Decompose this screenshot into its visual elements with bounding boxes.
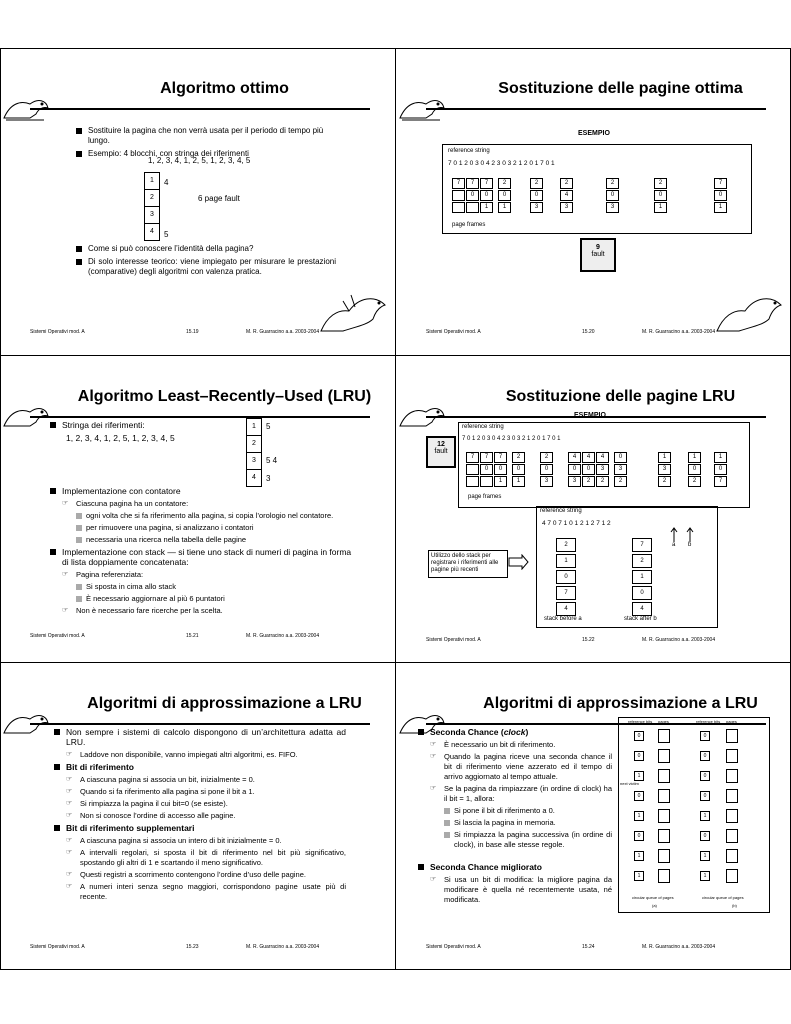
reference-string: 7 0 1 2 0 3 0 4 2 3 0 3 2 1 2 0 1 7 0 1	[462, 436, 561, 442]
frame-cell: 3	[606, 202, 619, 213]
slide-title: Sostituzione delle pagine LRU	[505, 388, 736, 405]
frame-cell: 3	[540, 476, 553, 487]
dinosaur-logo-icon	[396, 382, 448, 442]
reference-bit: 0	[700, 751, 710, 761]
frame-cell: 7	[714, 178, 727, 189]
frame-cell: 2	[606, 178, 619, 189]
title-underline	[30, 108, 370, 110]
stack-cell: 1	[632, 570, 652, 584]
page-box	[726, 729, 738, 743]
frame-cell: 4	[582, 452, 595, 463]
frame-cell: 0	[582, 464, 595, 475]
frame-cell: 1	[714, 202, 727, 213]
stack-after-label: stack after b	[624, 616, 657, 622]
page-box	[726, 849, 738, 863]
reference-bit: 1	[634, 811, 644, 821]
frame-cell: 2	[614, 476, 627, 487]
title-underline	[426, 108, 766, 110]
slide-15-22	[396, 356, 791, 663]
reference-bit: 0	[700, 731, 710, 741]
frame-cell: 7	[480, 452, 493, 463]
marker-a: a	[672, 542, 676, 548]
bullet: Bit di riferimento	[52, 762, 346, 772]
frame-cell: 0	[688, 464, 701, 475]
page-box	[726, 749, 738, 763]
reference-bit: 0	[634, 731, 644, 741]
page-frames-label: page frames	[468, 494, 502, 500]
sub-sub-bullet: per rimuovere una pagina, si analizzano i contatori	[76, 523, 360, 533]
frame-cell: 0	[530, 190, 543, 201]
example-heading: ESEMPIO	[574, 412, 606, 419]
stack-note: Utilizzo dello stack per registrare i riferimenti alle pagine più recenti	[428, 550, 508, 578]
fault-word: fault	[591, 251, 605, 258]
page-box	[726, 869, 738, 883]
slide-body	[52, 727, 346, 904]
frame-cell: 7	[466, 178, 479, 189]
footer-author: M. R. Guarracino a.a. 2003-2004	[246, 944, 320, 950]
bullet: Esempio: 4 blocchi, con stringa dei riferimenti	[74, 149, 336, 159]
frame-cell: 3	[144, 206, 160, 224]
bullet-italic: clock	[503, 727, 526, 737]
frame-cell: 0	[494, 464, 507, 475]
frame-cell: 2	[246, 435, 262, 453]
sub-sub-bullet: È necessario aggiornare al più 6 puntatori	[76, 594, 360, 604]
footer-course: Sistemi Operativi mod. A	[426, 944, 481, 950]
replacement-value: 5	[164, 230, 169, 239]
frame-cell: 0	[480, 464, 493, 475]
reference-bit: 1	[700, 851, 710, 861]
slide-title: Algoritmo ottimo	[160, 80, 289, 97]
frame-cell: 1	[512, 476, 525, 487]
sub-bullet: ☞ Laddove non disponibile, vanno impiegati altri algoritmi, es. FIFO.	[66, 750, 346, 760]
slide-title: Algoritmo Least–Recently–Used (LRU)	[77, 388, 372, 405]
frame-cell: 0	[568, 464, 581, 475]
frame-cell: 4	[596, 452, 609, 463]
bullet: Di solo interesse teorico: viene impiegato per misurare le prestazioni (comparative) degli algoritmi con valenza pratica.	[74, 257, 336, 277]
frame-cell: 4	[568, 452, 581, 463]
page-box	[658, 829, 670, 843]
frame-cell: 1	[144, 172, 160, 190]
slide-title: Sostituzione delle pagine ottima	[498, 80, 743, 97]
figure-part-b: (b)	[732, 903, 737, 908]
reference-string: 1, 2, 3, 4, 1, 2, 5, 1, 2, 3, 4, 5	[148, 156, 251, 165]
sub-bullet: ☞ Quando si fa riferimento alla pagina si pone il bit a 1.	[66, 787, 346, 797]
fault-count-box	[426, 436, 456, 468]
sub-bullet: ☞ A intervalli regolari, si sposta il bit di riferimento nel bit più significativo, spostando gli altri di 1 e scartando il meno significativo.	[66, 848, 346, 868]
dinosaur-logo-icon	[0, 382, 52, 442]
page-box	[658, 729, 670, 743]
frame-cell: 2	[512, 452, 525, 463]
slide-body	[74, 244, 336, 280]
figure-label: reference bits	[696, 719, 721, 724]
bullet: Come si può conoscere l’identità della pagina?	[74, 244, 336, 254]
stack-cell: 2	[556, 538, 576, 552]
dinosaur-illustration-icon	[715, 287, 785, 335]
stack-cell: 7	[556, 586, 576, 600]
fault-number: 12	[437, 441, 445, 448]
marker-b: b	[688, 542, 692, 548]
reference-bit: 1	[700, 871, 710, 881]
stack-cell: 2	[632, 554, 652, 568]
footer-course: Sistemi Operativi mod. A	[30, 944, 85, 950]
page-box	[658, 789, 670, 803]
stack-cell: 4	[632, 602, 652, 616]
reference-bit: 1	[700, 811, 710, 821]
frame-cell: 0	[512, 464, 525, 475]
frame-cell: 0	[714, 190, 727, 201]
dinosaur-logo-icon	[0, 74, 52, 134]
frame-cell: 2	[560, 178, 573, 189]
replacement-value: 3	[266, 474, 271, 483]
title-underline	[30, 723, 370, 725]
slide-15-23	[0, 663, 395, 970]
slide-15-24	[396, 663, 791, 970]
footer-course: Sistemi Operativi mod. A	[30, 633, 85, 639]
sub-bullet: ☞ Si rimpiazza la pagina il cui bit=0 (se esiste).	[66, 799, 346, 809]
frame-cell: 7	[494, 452, 507, 463]
reference-bit: 0	[700, 831, 710, 841]
frame-cell: 7	[714, 476, 727, 487]
frame-cell	[480, 476, 493, 487]
footer-author: M. R. Guarracino a.a. 2003-2004	[642, 329, 716, 335]
frame-cell: 0	[606, 190, 619, 201]
sub-bullet: ☞ Si usa un bit di modifica: la migliore pagina da modificare è quella né recentemente usata, né modificata.	[430, 875, 612, 905]
frame-cell: 3	[596, 464, 609, 475]
frame-cell: 7	[452, 178, 465, 189]
frame-cell: 1	[658, 452, 671, 463]
frame-cell: 1	[480, 202, 493, 213]
slide-body	[48, 486, 360, 618]
frame-cell: 1	[246, 418, 262, 436]
slide-title: Algoritmi di approssimazione a LRU	[87, 695, 362, 712]
slide-15-21	[0, 356, 395, 663]
stack-cell: 0	[556, 570, 576, 584]
footer-author: M. R. Guarracino a.a. 2003-2004	[246, 633, 320, 639]
frame-cell: 7	[480, 178, 493, 189]
frame-cell: 3	[530, 202, 543, 213]
arrow-up-icon	[668, 526, 698, 544]
sub-sub-bullet: Si rimpiazza la pagina successiva (in ordine di clock), in base alle stesse regole.	[444, 830, 612, 850]
fault-number: 9	[596, 244, 600, 251]
sub-bullet: ☞ A numeri interi senza segno maggiori, corrispondono pagine usate più di recente.	[66, 882, 346, 902]
frame-cell: 7	[466, 452, 479, 463]
bullet-text: Seconda Chance (	[430, 727, 504, 737]
frame-cell: 3	[568, 476, 581, 487]
sub-bullet: ☞ Pagina referenziata:	[62, 570, 360, 580]
stack-cell: 7	[632, 538, 652, 552]
figure-label: reference bits	[628, 719, 653, 724]
figure-part-a: (a)	[652, 903, 657, 908]
frame-cell: 2	[530, 178, 543, 189]
frame-cell: 2	[596, 476, 609, 487]
sub-bullet: ☞ Questi registri a scorrimento contengono l’ordine d’uso delle pagine.	[66, 870, 346, 880]
frame-cell: 1	[688, 452, 701, 463]
page-frames-label: page frames	[452, 222, 486, 228]
footer-page-number: 15.19	[186, 329, 199, 335]
stack-cell: 4	[556, 602, 576, 616]
replacement-value: 5	[266, 422, 271, 431]
page-box	[658, 749, 670, 763]
reference-string: 4 7 0 7 1 0 1 2 1 2 7 1 2	[542, 520, 611, 527]
sub-sub-bullet: Si lascia la pagina in memoria.	[444, 818, 612, 828]
footer-course: Sistemi Operativi mod. A	[426, 329, 481, 335]
fault-word: fault	[434, 448, 448, 455]
reference-string: 1, 2, 3, 4, 1, 2, 5, 1, 2, 3, 4, 5	[66, 433, 175, 443]
sub-bullet: ☞ Se la pagina da rimpiazzare (in ordine di clock) ha il bit = 1, allora:	[430, 784, 612, 804]
stack-cell: 0	[632, 586, 652, 600]
footer-page-number: 15.20	[582, 329, 595, 335]
reference-string-label: reference string	[540, 508, 582, 514]
example-box	[442, 144, 752, 234]
footer-course: Sistemi Operativi mod. A	[30, 329, 85, 335]
frame-cell: 2	[658, 476, 671, 487]
frame-cell: 2	[654, 178, 667, 189]
footer-page-number: 15.21	[186, 633, 199, 639]
sub-sub-bullet: Si sposta in cima allo stack	[76, 582, 360, 592]
frame-cell: 0	[614, 452, 627, 463]
footer-page-number: 15.22	[582, 637, 595, 643]
reference-bit: 0	[700, 791, 710, 801]
frame-cell: 2	[540, 452, 553, 463]
frame-cell: 0	[498, 190, 511, 201]
reference-string-label: reference string	[448, 148, 490, 154]
figure-label: pages	[726, 719, 737, 724]
page-box	[726, 769, 738, 783]
figure-label: pages	[658, 719, 669, 724]
reference-bit: 0	[700, 771, 710, 781]
sub-sub-bullet: ogni volta che si fa riferimento alla pagina, si copia l’orologio nel contatore.	[76, 511, 360, 521]
frame-cell: 2	[498, 178, 511, 189]
reference-bit: 0	[634, 831, 644, 841]
page-fault-count: 6 page fault	[198, 194, 240, 203]
reference-string-label: reference string	[462, 424, 504, 430]
frame-cell: 0	[714, 464, 727, 475]
slide-body	[416, 727, 612, 907]
frame-cell: 4	[560, 190, 573, 201]
reference-bit: 1	[634, 871, 644, 881]
frame-cell: 0	[480, 190, 493, 201]
frame-cell: 3	[658, 464, 671, 475]
frame-cell: 1	[498, 202, 511, 213]
sub-bullet: ☞ A ciascuna pagina si associa un intero di bit inizialmente = 0.	[66, 836, 346, 846]
arrow-right-icon	[508, 554, 530, 570]
sub-bullet: ☞ Non si conosce l’ordine di accesso alle pagine.	[66, 811, 346, 821]
sub-sub-bullet: necessaria una ricerca nella tabella delle pagine	[76, 535, 360, 545]
frame-cell	[466, 476, 479, 487]
stack-before-label: stack before a	[544, 616, 582, 622]
frame-cell: 3	[560, 202, 573, 213]
frame-cell: 1	[714, 452, 727, 463]
frame-cell: 3	[614, 464, 627, 475]
bullet	[416, 727, 612, 737]
dinosaur-illustration-icon	[319, 287, 389, 335]
next-victim-label: next victim	[620, 781, 639, 786]
frame-cell	[452, 202, 465, 213]
slide-title: Algoritmi di approssimazione a LRU	[483, 695, 758, 712]
frame-cell: 2	[582, 476, 595, 487]
bullet: Bit di riferimento supplementari	[52, 823, 346, 833]
slide-15-20	[396, 48, 791, 355]
footer-author: M. R. Guarracino a.a. 2003-2004	[246, 329, 320, 335]
stack-cell: 1	[556, 554, 576, 568]
sub-bullet: ☞ È necessario un bit di riferimento.	[430, 740, 612, 750]
slide-body	[48, 420, 238, 443]
bullet: Seconda Chance migliorato	[416, 862, 612, 872]
bullet: Implementazione con contatore	[48, 486, 360, 496]
frame-cell: 0	[540, 464, 553, 475]
page-box	[726, 829, 738, 843]
footer-author: M. R. Guarracino a.a. 2003-2004	[642, 944, 716, 950]
frame-cell: 1	[654, 202, 667, 213]
reference-bit: 1	[634, 851, 644, 861]
frame-cell: 0	[654, 190, 667, 201]
frame-cell: 3	[246, 452, 262, 470]
frame-cell	[466, 202, 479, 213]
sub-bullet: ☞ Ciascuna pagina ha un contatore:	[62, 499, 360, 509]
slide-15-19	[0, 48, 395, 355]
frame-cell: 1	[494, 476, 507, 487]
bullet-text: )	[525, 727, 529, 737]
footer-page-number: 15.23	[186, 944, 199, 950]
frame-cell: 2	[688, 476, 701, 487]
frame-cell: 0	[466, 190, 479, 201]
bullet: Implementazione con stack — si tiene uno stack di numeri di pagina in forma di lista doppiamente concatenata:	[48, 547, 360, 567]
sub-bullet: ☞ Non è necessario fare ricerche per la scelta.	[62, 606, 360, 616]
reference-bit: 0	[634, 791, 644, 801]
replacement-value: 4	[164, 178, 169, 187]
fault-count-box	[580, 238, 616, 272]
frame-cell: 4	[246, 469, 262, 487]
footer-author: M. R. Guarracino a.a. 2003-2004	[642, 637, 716, 643]
page-box	[658, 809, 670, 823]
reference-bit: 0	[634, 751, 644, 761]
title-underline	[30, 416, 370, 418]
footer-page-number: 15.24	[582, 944, 595, 950]
page-box	[658, 849, 670, 863]
frame-cell: 4	[144, 223, 160, 241]
bullet: Sostituire la pagina che non verrà usata per il periodo di tempo più lungo.	[74, 126, 336, 146]
frame-cell	[452, 190, 465, 201]
sub-sub-bullet: Si pone il bit di riferimento a 0.	[444, 806, 612, 816]
reference-bit: 1	[634, 771, 644, 781]
dinosaur-logo-icon	[396, 74, 448, 134]
frame-cell: 2	[144, 189, 160, 207]
bullet: Stringa dei riferimenti:	[48, 420, 238, 430]
figure-caption: circular queue of pages	[702, 895, 744, 900]
page-box	[658, 769, 670, 783]
frame-cell	[466, 464, 479, 475]
page-box	[726, 789, 738, 803]
page-box	[658, 869, 670, 883]
reference-string: 7 0 1 2 0 3 0 4 2 3 0 3 2 1 2 0 1 7 0 1	[448, 160, 555, 167]
sub-bullet: ☞ Quando la pagina riceve una seconda chance il bit di riferimento viene azzerato ed il tempo di arrivo aggiornato al tempo attuale.	[430, 752, 612, 782]
replacement-value: 5 4	[266, 456, 278, 465]
dinosaur-logo-icon	[0, 689, 52, 749]
page-box	[726, 809, 738, 823]
sub-bullet: ☞ A ciascuna pagina si associa un bit, inizialmente = 0.	[66, 775, 346, 785]
figure-caption: circular queue of pages	[632, 895, 674, 900]
bullet: Non sempre i sistemi di calcolo dispongono di un’architettura adatta ad LRU.	[52, 727, 346, 747]
example-heading: ESEMPIO	[578, 130, 610, 137]
footer-course: Sistemi Operativi mod. A	[426, 637, 481, 643]
